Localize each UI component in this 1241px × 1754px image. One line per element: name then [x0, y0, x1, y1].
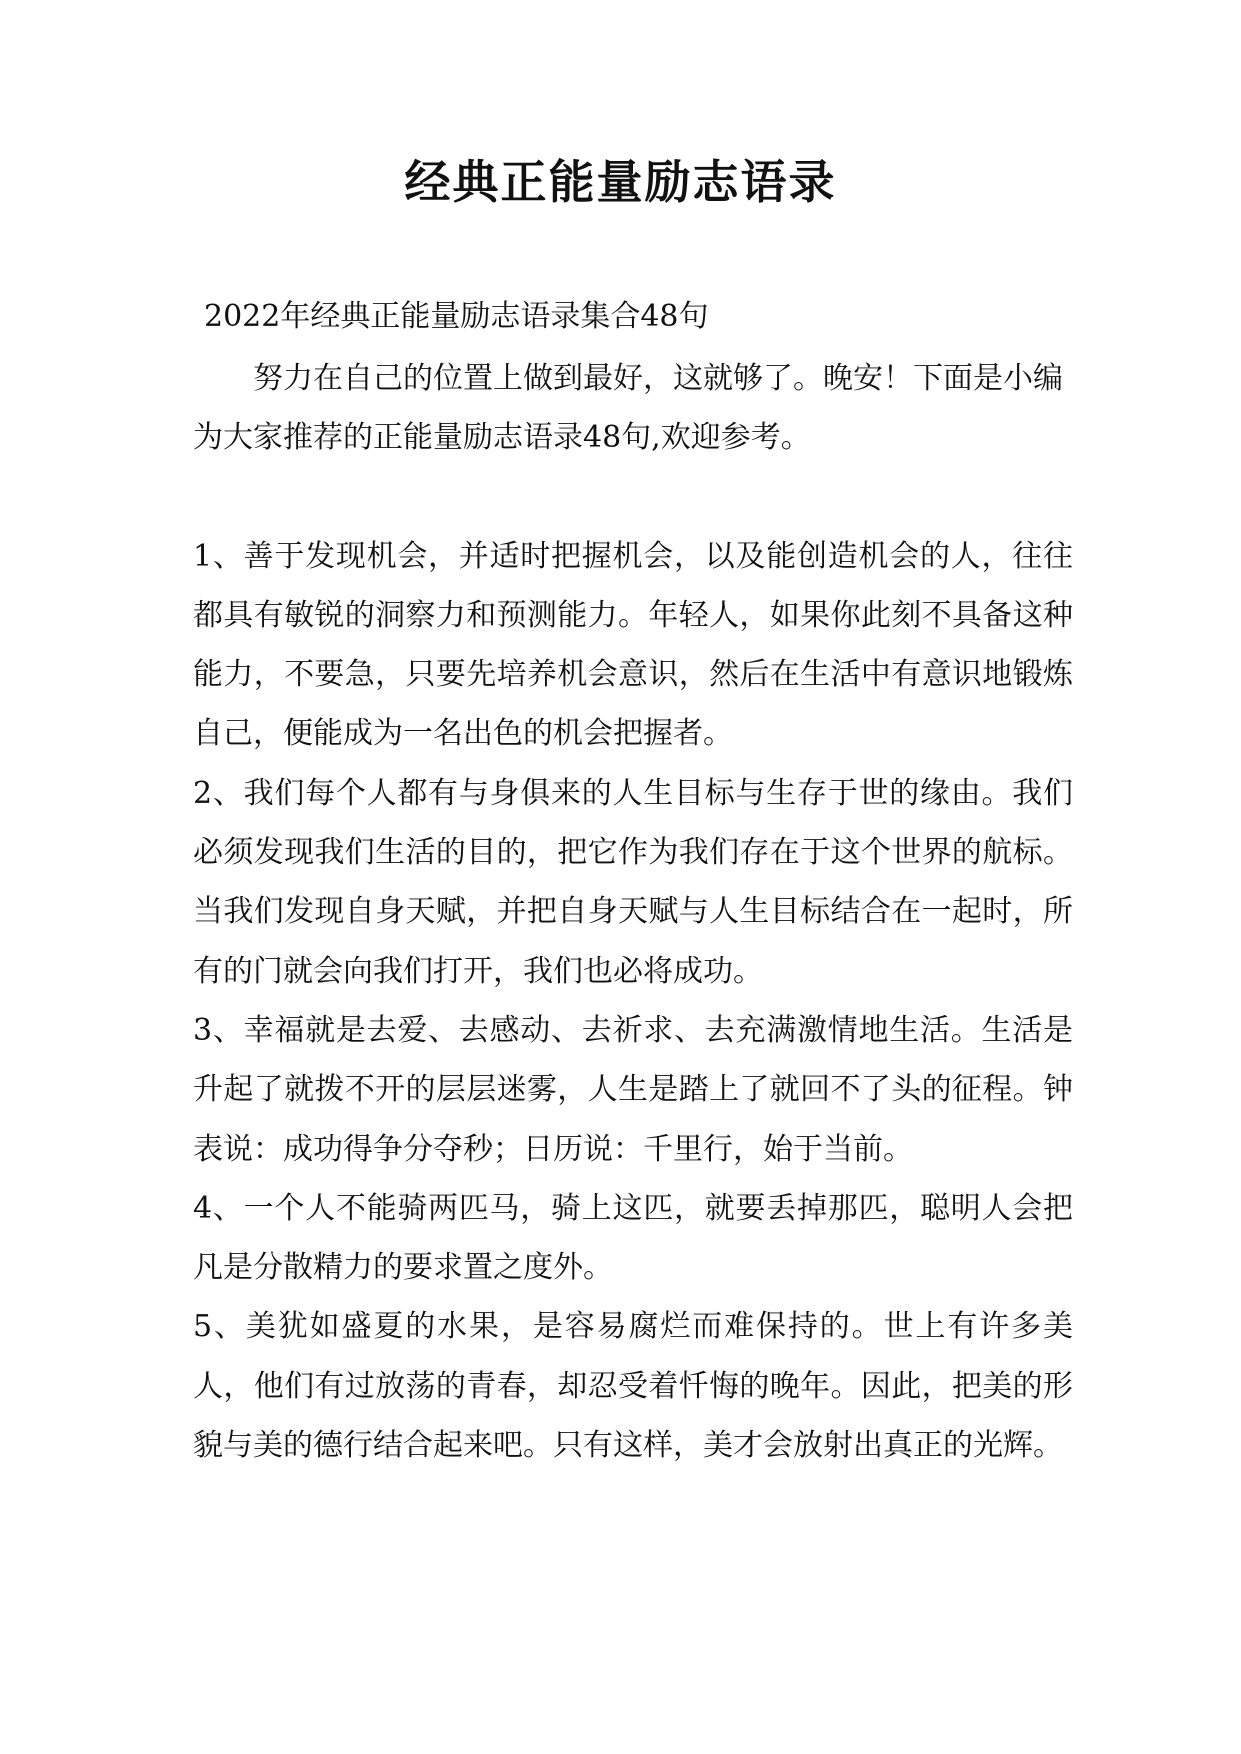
document-subtitle: 2022年经典正能量励志语录集合48句 [204, 299, 709, 334]
quote-item-4: 4、一个人不能骑两匹马，骑上这匹，就要丢掉那匹，聪明人会把凡是分散精力的要求置之度外。 [193, 1190, 1073, 1286]
quote-item-3: 3、幸福就是去爱、去感动、去祈求、去充满激情地生活。生活是升起了就拨不开的层层迷雾，人生是踏上了就回不了头的征程。钟表说：成功得争分夺秒；日历说：千里行，始于当前。 [193, 1012, 1073, 1167]
quote-item-5: 5、美犹如盛夏的水果，是容易腐烂而难保持的。世上有许多美人，他们有过放荡的青春，却忍受着忏悔的晚年。因此，把美的形貌与美的德行结合起来吧。只有这样，美才会放射出真正的光辉。 [193, 1309, 1073, 1464]
document-body [193, 349, 1073, 1475]
quote-item-2: 2、我们每个人都有与身俱来的人生目标与生存于世的缘由。我们必须发现我们生活的目的，把它作为我们存在于这个世界的航标。当我们发现自身天赋，并把自身天赋与人生目标结合在一起时，所有的门就会向我们打开，我们也必将成功。 [193, 775, 1073, 989]
paragraph-spacer [193, 468, 1073, 527]
document-title: 经典正能量励志语录 [404, 155, 837, 209]
quote-item-1: 1、善于发现机会，并适时把握机会，以及能创造机会的人，往往都具有敏锐的洞察力和预测能力。年轻人，如果你此刻不具备这种能力，不要急，只要先培养机会意识，然后在生活中有意识地锻炼自己，便能成为一名出色的机会把握者。 [193, 538, 1073, 752]
intro-paragraph: 努力在自己的位置上做到最好，这就够了。晚安！下面是小编为大家推荐的正能量励志语录48句,欢迎参考。 [193, 361, 1063, 456]
